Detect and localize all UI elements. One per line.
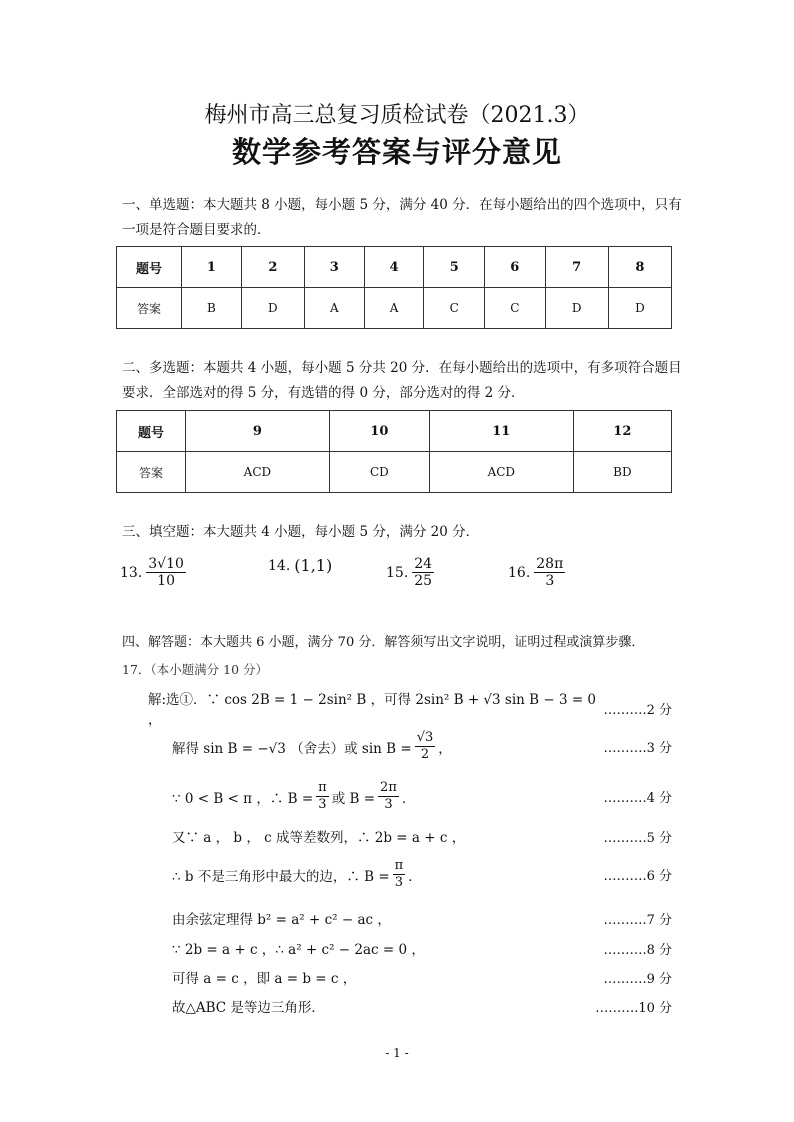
- solution-step-9: [172, 996, 672, 1016]
- table-cell: D: [545, 288, 608, 329]
- table-cell: C: [424, 288, 485, 329]
- solution-step-1: [148, 688, 672, 728]
- fraction-denominator: 10: [157, 573, 175, 589]
- answer-13-label: 13.: [120, 564, 143, 581]
- table-cell: ACD: [429, 452, 573, 493]
- step-points: ……….3 分: [603, 741, 672, 756]
- step-text-part: 解得 sin B = −√3 （舍去）或 sin B =: [172, 740, 412, 757]
- step-text: [172, 858, 422, 891]
- fraction-denominator: 3: [545, 573, 555, 589]
- fraction-numerator: 3√10: [148, 556, 184, 572]
- answer-15: [386, 556, 434, 589]
- table-cell: D: [608, 288, 671, 329]
- step-text: 又∵ a ， b ， c 成等差数列，∴ 2b = a + c ，: [172, 830, 466, 846]
- table-cell: C: [485, 288, 546, 329]
- section4-heading: 四、解答题：本大题共 6 小题，满分 70 分．解答须写出文字说明，证明过程或演算步骤．: [122, 635, 645, 650]
- answer-13: [120, 556, 186, 589]
- table-cell: 4: [364, 247, 424, 288]
- step-points: ……….8 分: [603, 942, 672, 958]
- section1-heading: 一、单选题：本大题共 8 小题，每小题 5 分，满分 40 分．在每小题给出的四个选项中，只有一项是符合题目要求的．: [122, 197, 682, 238]
- step-points: ……….10 分: [595, 1000, 672, 1016]
- solution-step-4: [172, 826, 672, 846]
- answer-16: [508, 556, 565, 589]
- step-points: ……….2 分: [603, 702, 672, 718]
- step-fraction: [393, 858, 406, 891]
- answer-16-label: 16.: [508, 564, 531, 581]
- fraction-numerator: 2π: [380, 780, 397, 795]
- step-text: 故△ABC 是等边三角形．: [172, 1000, 325, 1016]
- fraction-numerator: √3: [416, 730, 434, 745]
- table-cell: 答案: [117, 452, 186, 493]
- answer-14: [268, 556, 332, 575]
- step-points: ……….4 分: [603, 791, 672, 806]
- table-cell: 3: [304, 247, 364, 288]
- answer-14-value: (1,1): [294, 556, 333, 575]
- step-text: ∵ 2b = a + c ，∴ a² + c² − 2ac = 0 ，: [172, 942, 425, 958]
- fraction-numerator: π: [318, 780, 327, 795]
- step-text: 解:选①．∵ cos 2B = 1 − 2sin² B ，可得 2sin² B + √3 sin B − 3 = 0 ，: [148, 692, 597, 728]
- step-text: 可得 a = c ，即 a = b = c ，: [172, 971, 357, 987]
- fraction-denominator: 3: [394, 875, 404, 890]
- table-cell: 12: [573, 411, 671, 452]
- answer-16-fraction: [534, 556, 565, 589]
- table-cell: 7: [545, 247, 608, 288]
- page-title: 梅州市高三总复习质检试卷（2021.3）: [204, 103, 590, 128]
- table-cell: ACD: [186, 452, 330, 493]
- table-cell: A: [364, 288, 424, 329]
- step-points: ……….7 分: [603, 912, 672, 928]
- step-text-part: ∵ 0 < B < π ，∴ B =: [172, 790, 314, 807]
- answer-14-label: 14.: [268, 557, 291, 574]
- solution-step-3: [172, 780, 672, 813]
- step-points: ……….6 分: [603, 869, 672, 884]
- table-cell: 题号: [117, 411, 186, 452]
- table-cell: BD: [573, 452, 671, 493]
- table-cell: 8: [608, 247, 671, 288]
- fraction-numerator: 28π: [536, 556, 564, 572]
- question-17-label: 17．（本小题满分 10 分）: [122, 662, 269, 677]
- table-cell: 答案: [117, 288, 182, 329]
- step-text-part: ，: [438, 740, 452, 757]
- fraction-denominator: 2: [420, 747, 430, 762]
- step-text-part: 或 B =: [331, 790, 376, 807]
- answer-15-fraction: [412, 556, 434, 589]
- table-cell: 9: [186, 411, 330, 452]
- table-cell: 11: [429, 411, 573, 452]
- step-fraction: [316, 780, 329, 813]
- answer-15-label: 15.: [386, 564, 409, 581]
- step-text-part: ∴ b 不是三角形中最大的边，∴ B =: [172, 868, 390, 885]
- fraction-numerator: π: [394, 858, 404, 873]
- table-cell: D: [241, 288, 304, 329]
- table-cell: 2: [241, 247, 304, 288]
- section1-answer-table: [116, 246, 672, 329]
- solution-step-8: [172, 967, 672, 987]
- step-text: [172, 780, 415, 813]
- table-cell: B: [182, 288, 242, 329]
- table-cell: A: [304, 288, 364, 329]
- step-text-part: ．: [401, 790, 416, 807]
- solution-step-6: [172, 908, 672, 928]
- table-cell: 题号: [117, 247, 182, 288]
- step-points: ……….5 分: [603, 830, 672, 846]
- section2-heading: 二、多选题：本题共 4 小题，每小题 5 分共 20 分．在每小题给出的选项中，有多项符合题目要求．全部选对的得 5 分，有选错的得 0 分，部分选对的得 2 分．: [122, 360, 682, 401]
- section2-answer-table: [116, 410, 672, 493]
- table-cell: 10: [329, 411, 429, 452]
- page-subtitle: 数学参考答案与评分意见: [231, 135, 562, 169]
- section3-heading: 三、填空题：本大题共 4 小题，每小题 5 分，满分 20 分．: [122, 524, 480, 540]
- fraction-denominator: 3: [318, 797, 327, 812]
- table-cell: 6: [485, 247, 546, 288]
- table-cell: 1: [182, 247, 242, 288]
- step-fraction: [415, 730, 436, 763]
- step-text-part: ．: [408, 868, 422, 885]
- step-text: [172, 730, 452, 763]
- fraction-denominator: 25: [414, 573, 433, 589]
- fraction-numerator: 24: [414, 556, 433, 572]
- solution-step-7: [172, 938, 672, 958]
- table-cell: CD: [329, 452, 429, 493]
- step-fraction: [378, 780, 399, 813]
- solution-step-2: [172, 730, 672, 763]
- page-number: - 1 -: [385, 1046, 409, 1060]
- fraction-denominator: 3: [384, 797, 393, 812]
- step-text: 由余弦定理得 b² = a² + c² − ac ，: [172, 912, 391, 928]
- table-cell: 5: [424, 247, 485, 288]
- answer-13-fraction: [146, 556, 186, 589]
- solution-step-5: [172, 858, 672, 891]
- step-points: ……….9 分: [603, 971, 672, 987]
